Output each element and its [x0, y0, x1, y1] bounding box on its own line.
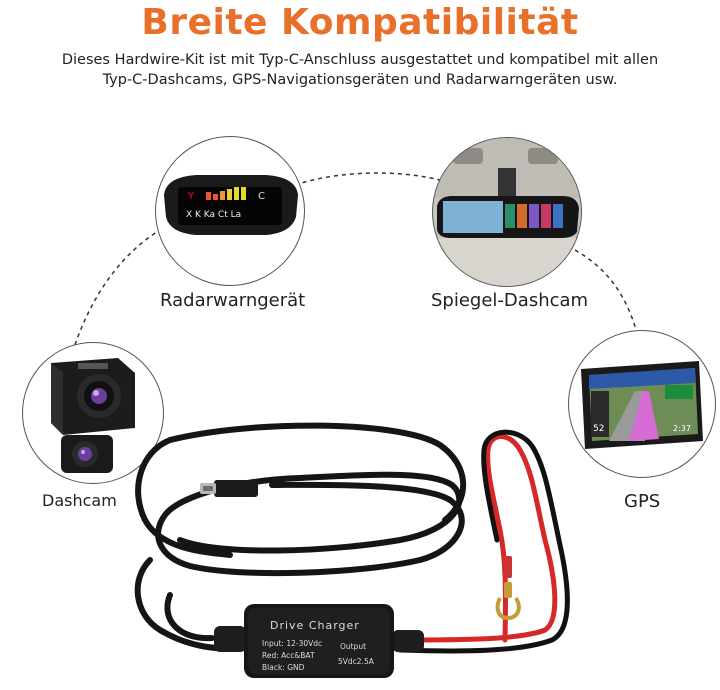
- page-title: Breite Kompatibilität: [141, 2, 579, 43]
- ring-terminal: [498, 598, 519, 618]
- radar-display-bands: X K Ka Ct La: [186, 210, 242, 220]
- svg-text:C: C: [258, 191, 265, 202]
- charger-input: Input: 12-30Vdc: [262, 639, 323, 648]
- radar-label: Radarwarngerät: [160, 290, 306, 311]
- charger-output-value: 5Vdc2.5A: [338, 657, 374, 666]
- charger-black: Black: GND: [262, 663, 305, 672]
- usb-c-plug: [214, 480, 258, 497]
- svg-text:Y: Y: [188, 191, 195, 202]
- gps-time: 2:37: [673, 424, 691, 433]
- charger-output-label: Output: [340, 642, 367, 651]
- charger-name: Drive Charger: [270, 619, 360, 632]
- gps-label: GPS: [624, 491, 661, 512]
- description-line-1: Dieses Hardwire-Kit ist mit Typ-C-Anschluss ausgestattet und kompatibel mit allen: [61, 52, 659, 68]
- description-line-2: Typ-C-Dashcams, GPS-Navigationsgeräten und Radarwarngeräten usw.: [102, 72, 618, 88]
- fuse-terminal: [504, 556, 512, 578]
- mirror-dashcam-label: Spiegel-Dashcam: [431, 290, 589, 311]
- red-wire: [400, 437, 555, 641]
- ground-wire: [400, 432, 567, 651]
- gps-speed: 52: [593, 424, 605, 434]
- charger-red: Red: Acc&BAT: [262, 651, 315, 660]
- dashcam-label: Dashcam: [42, 491, 117, 510]
